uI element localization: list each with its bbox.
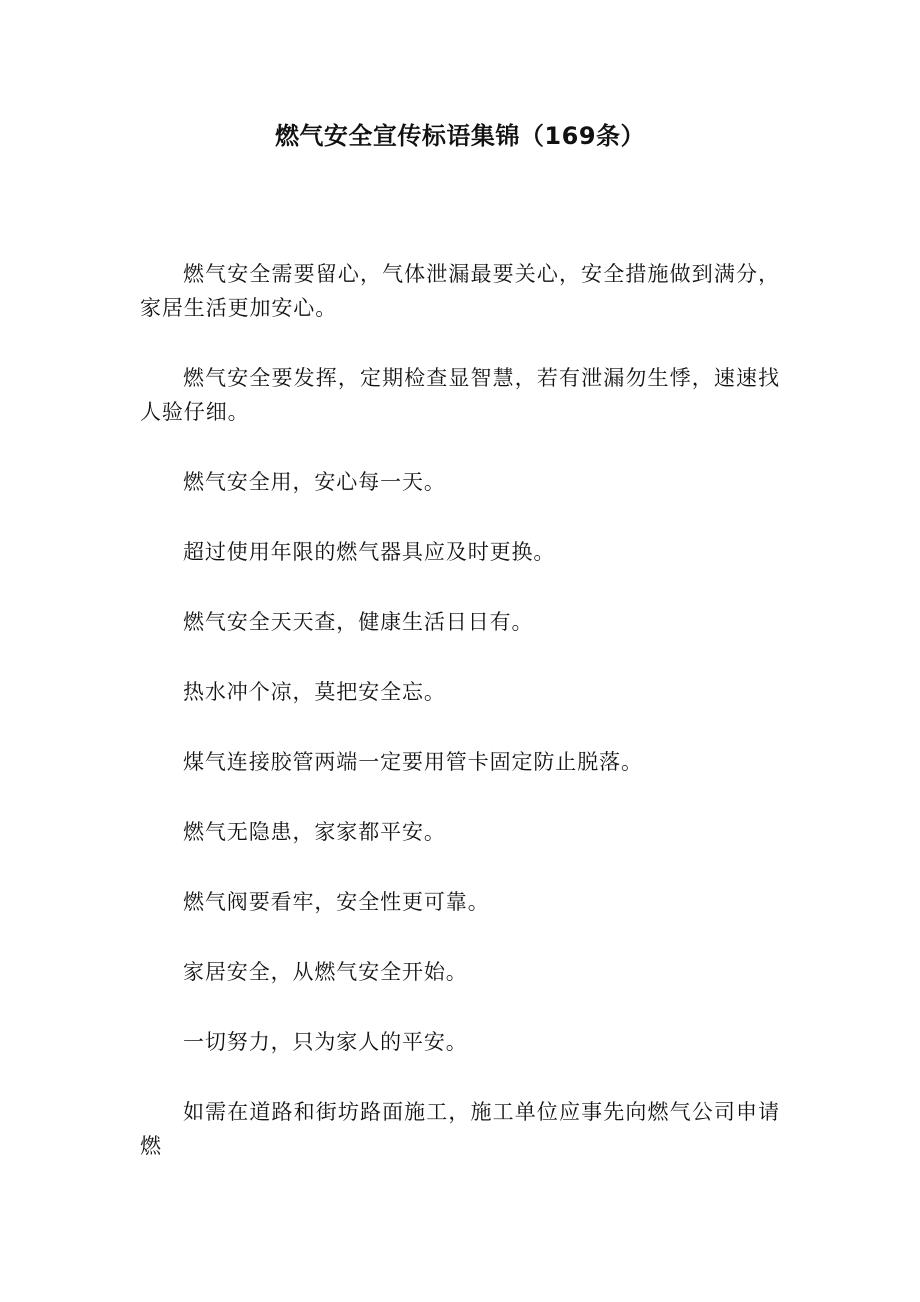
slogan-paragraph: 燃气安全天天查，健康生活日日有。 xyxy=(183,610,534,634)
document-title: 燃气安全宣传标语集锦（169条） xyxy=(274,122,646,150)
slogan-paragraph: 燃气安全用，安心每一天。 xyxy=(183,470,446,494)
slogan-paragraph: 热水冲个凉，莫把安全忘。 xyxy=(183,680,446,704)
slogan-paragraph: 一切努力，只为家人的平安。 xyxy=(183,1030,468,1054)
slogan-paragraph: 燃气阀要看牢，安全性更可靠。 xyxy=(183,890,490,914)
slogan-paragraph: 超过使用年限的燃气器具应及时更换。 xyxy=(183,540,556,564)
slogan-paragraph: 如需在道路和街坊路面施工，施工单位应事先向燃气公司申请燃 xyxy=(140,1100,780,1158)
slogan-paragraph: 家居安全，从燃气安全开始。 xyxy=(183,960,468,984)
slogan-paragraph: 燃气安全需要留心，气体泄漏最要关心，安全措施做到满分，家居生活更加安心。 xyxy=(140,262,780,320)
slogan-paragraph: 燃气无隐患，家家都平安。 xyxy=(183,820,446,844)
document-body xyxy=(140,257,780,1199)
slogan-paragraph: 煤气连接胶管两端一定要用管卡固定防止脱落。 xyxy=(183,750,643,774)
slogan-paragraph: 燃气安全要发挥，定期检查显智慧，若有泄漏勿生悸，速速找人验仔细。 xyxy=(140,366,780,424)
